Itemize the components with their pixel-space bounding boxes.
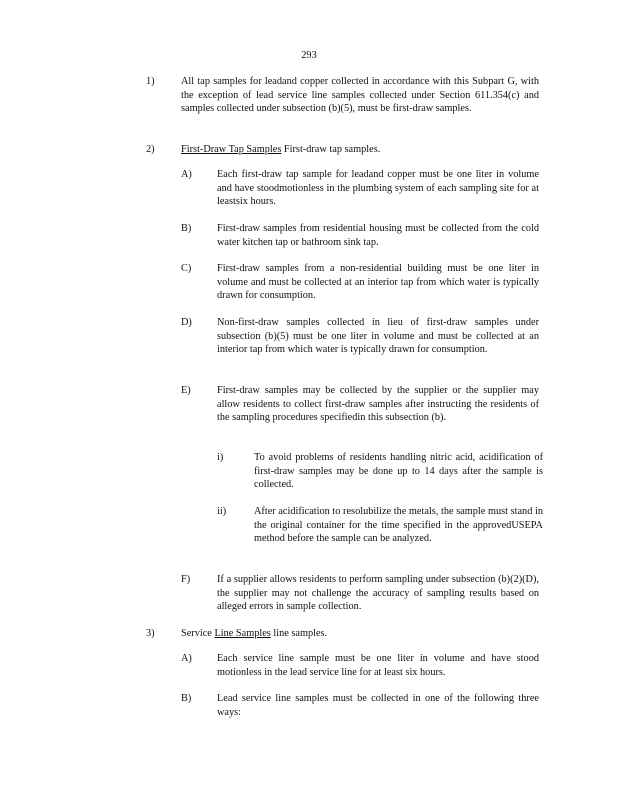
paragraph-1-text: All tap samples for leadand copper collected in accordance with this Subpart G, with the exception of lead service line samples collected under Section 611.354(c) and samples collected under subsection (b)(5), must be first-draw samples. <box>181 76 539 115</box>
paragraph-3-heading: Line Samples <box>214 628 271 639</box>
paragraph-2-text <box>181 143 539 157</box>
paragraph-2A-marker: A) <box>181 169 192 180</box>
paragraph-2C-marker: C) <box>181 263 192 274</box>
paragraph-3-marker: 3) <box>146 628 155 639</box>
paragraph-2D-text: Non-first-draw samples collected in lieu of first-draw samples under subsection (b)(5) must be one liter in volume and must be collected at an interior tap from which water is typically drawn for consumption. <box>217 317 539 356</box>
paragraph-2E-text: First-draw samples may be collected by the supplier or the supplier may allow residents to collect first-draw samples after instructing the residents of the sampling procedures specifiedin this subsection (b). <box>217 385 539 424</box>
paragraph-2F-text: If a supplier allows residents to perform sampling under subsection (b)(2)(D), the supplier may not challenge the accuracy of sampling results based on alleged errors in sample collection. <box>217 574 539 613</box>
paragraph-2C-text: First-draw samples from a non-residential building must be one liter in volume and must be collected at an interior tap from which water is typically drawn for consumption. <box>217 263 539 302</box>
paragraph-2A-text: Each first-draw tap sample for leadand copper must be one liter in volume and have stoodmotionless in the plumbing system of each sampling site for at leastsix hours. <box>217 169 539 208</box>
paragraph-2-marker: 2) <box>146 144 155 155</box>
paragraph-2D-marker: D) <box>181 317 192 328</box>
paragraph-3-lead: Service <box>181 628 215 639</box>
paragraph-2B-text: First-draw samples from residential housing must be collected from the cold water kitchen tap or bathroom sink tap. <box>217 223 539 248</box>
page-number: 293 <box>301 50 317 61</box>
paragraph-2Eii-text: After acidification to resolubilize the metals, the sample must stand in the original container for the time specified in the approvedUSEPA method before the sample can be analyzed. <box>254 506 543 545</box>
paragraph-2-rest: First-draw tap samples. <box>281 144 381 155</box>
paragraph-3B-marker: B) <box>181 693 192 704</box>
paragraph-3-rest: line samples. <box>270 628 328 639</box>
paragraph-3B-text: Lead service line samples must be collected in one of the following three ways: <box>217 693 539 718</box>
paragraph-2-heading: First-Draw Tap Samples <box>181 144 282 155</box>
paragraph-2E-marker: E) <box>181 385 191 396</box>
paragraph-2Ei-text: To avoid problems of residents handling nitric acid, acidification of first-draw samples may be done up to 14 days after the sample is collected. <box>254 452 543 491</box>
paragraph-1-marker: 1) <box>146 76 155 87</box>
paragraph-2F-marker: F) <box>181 574 191 585</box>
paragraph-2Ei-marker: i) <box>217 452 224 463</box>
paragraph-2B-marker: B) <box>181 223 192 234</box>
paragraph-3A-marker: A) <box>181 653 192 664</box>
paragraph-3-text <box>181 627 539 641</box>
paragraph-3A-text: Each service line sample must be one liter in volume and have stood motionless in the lead service line for at least six hours. <box>217 653 539 678</box>
paragraph-2Eii-marker: ii) <box>217 506 227 517</box>
